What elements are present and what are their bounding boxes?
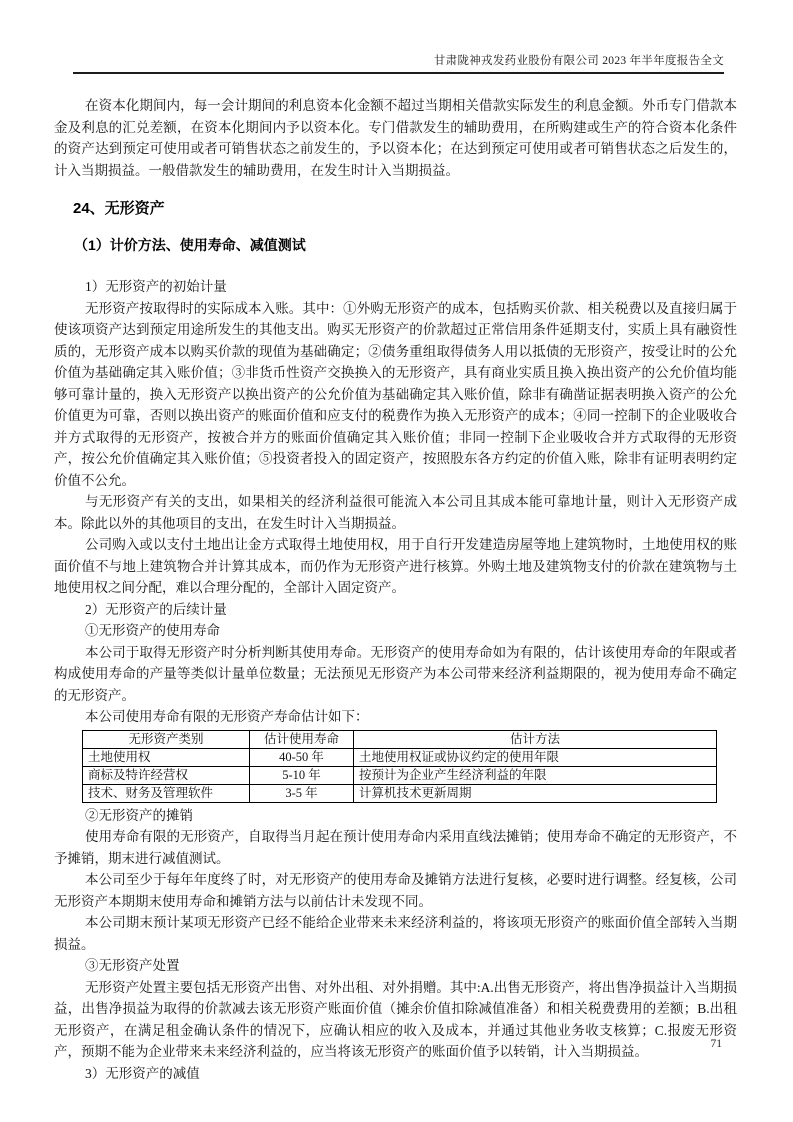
paragraph-useful-life-body: 本公司于取得无形资产时分析判断其使用寿命。无形资产的使用寿命如为有限的，估计该使用寿命的年限或者构成使用寿命的产量等类似计量单位数量；无法预见无形资产为本公司带来经济利益期限的，视为使用寿命不确定的无形资产。 <box>54 644 737 703</box>
table-cell-method: 计算机技术更新周期 <box>354 784 717 802</box>
paragraph-disposal-body: 无形资产处置主要包括无形资产出售、对外出租、对外捐赠。其中:A.出售无形资产，将出售净损益计入当期损益，出售净损益为取得的价款减去该无形资产账面价值（摊余价值扣除减值准备）和相关税费费用的差额；B.出租无形资产，在满足租金确认条件的情况下，应确认相应的收入及成本，并通过其他业务收支核算；C.报废无形资产，预期不能为企业带来未来经济利益的，应当将该无形资产的账面价值予以转销，计入当期损益。 <box>54 979 737 1059</box>
paragraph-disposal-title: ③无形资产处置 <box>85 958 180 973</box>
table-cell-category: 商标及特许经营权 <box>83 766 250 784</box>
section-heading-intangible-assets: 24、无形资产 <box>73 200 165 217</box>
paragraph-related-expenditure: 与无形资产有关的支出，如果相关的经济利益很可能流入本公司且其成本能可靠地计量，则计入无形资产成本。除此以外的其他项目的支出，在发生时计入当期损益。 <box>54 494 737 531</box>
table-header-estimation-method: 估计方法 <box>354 730 717 748</box>
table-row <box>83 784 717 802</box>
header-title: 甘肃陇神戎发药业股份有限公司 2023 年半年度报告全文 <box>433 55 724 67</box>
table-row <box>83 766 717 784</box>
paragraph-land-use-right: 公司购入或以支付土地出让金方式取得土地使用权，用于自行开发建造房屋等地上建筑物时，土地使用权的账面价值不与地上建筑物合并计算其成本，而仍作为无形资产进行核算。外购土地及建筑物支付的价款在建筑物与土地使用权之间分配，难以合理分配的，全部计入固定资产。 <box>54 537 737 595</box>
paragraph-initial-measurement-title: 1）无形资产的初始计量 <box>85 279 227 294</box>
table-row <box>83 748 717 766</box>
table-header-estimated-life: 估计使用寿命 <box>250 730 354 748</box>
table-cell-life: 3-5 年 <box>250 784 354 802</box>
table-cell-category: 技术、财务及管理软件 <box>83 784 250 802</box>
useful-life-table <box>82 730 717 803</box>
document-body <box>54 95 737 1084</box>
paragraph-subsequent-measurement-title: 2）无形资产的后续计量 <box>85 601 227 617</box>
paragraph-impairment-title: 3）无形资产的减值 <box>85 1065 200 1081</box>
paragraph-initial-measurement-body: 无形资产按取得时的实际成本入账。其中：①外购无形资产的成本，包括购买价款、相关税费以及直接归属于使该项资产达到预定用途所发生的其他支出。购买无形资产的价款超过正常信用条件延期支付，实质上具有融资性质的，无形资产成本以购买价款的现值为基础确定；②债务重组取得债务人用以抵债的无形资产，按受让时的公允价值为基础确定其入账价值；③非货币性资产交换换入的无形资产，具有商业实质且换入换出资产的公允价值均能够可靠计量的，换入无形资产以换出资产的公允价值为基础确定其入账价值，除非有确凿证据表明换入资产的公允价值更为可靠，否则以换出资产的账面价值和应支付的税费作为换入无形资产的成本；④同一控制下的企业吸收合并方式取得的无形资产，按被合并方的账面价值确定其入账价值；非同一控制下企业吸收合并方式取得的无形资产，按公允价值确定其入账价值；⑤投资者投入的固定资产，按照股东各方约定的价值入账，除非有证明表明约定价值不公允。 <box>54 300 737 488</box>
table-cell-category: 土地使用权 <box>83 748 250 766</box>
table-header-row <box>83 730 717 748</box>
paragraph-amortization-body-3: 本公司期末预计某项无形资产已经不能给企业带来未来经济利益的，将该项无形资产的账面价值全部转入当期损益。 <box>54 915 737 952</box>
page-header <box>73 54 724 74</box>
paragraph-amortization-body-2: 本公司至少于每年年度终了时，对无形资产的使用寿命及摊销方法进行复核，必要时进行调整。经复核，公司无形资产本期期末使用寿命和摊销方法与以前估计未发现不同。 <box>54 872 737 909</box>
page-number: 71 <box>710 1038 722 1050</box>
table-cell-method: 按预计为企业产生经济利益的年限 <box>354 766 717 784</box>
paragraph-table-intro: 本公司使用寿命有限的无形资产寿命估计如下： <box>85 709 369 724</box>
table-cell-life: 40-50 年 <box>250 748 354 766</box>
paragraph-useful-life-title: ①无形资产的使用寿命 <box>85 623 221 638</box>
paragraph-capitalization: 在资本化期间内，每一会计期间的利息资本化金额不超过当期相关借款实际发生的利息金额。外币专门借款本金及利息的汇兑差额，在资本化期间内予以资本化。专门借款发生的辅助费用，在所购建或生产的符合资本化条件的资产达到预定可使用或者可销售状态之前发生的，予以资本化；在达到预定可使用或者可销售状态之后发生的，计入当期损益。一般借款发生的辅助费用，在发生时计入当期损益。 <box>54 98 737 178</box>
paragraph-amortization-title: ②无形资产的摊销 <box>85 807 194 823</box>
subsection-heading-valuation: （1）计价方法、使用寿命、减值测试 <box>74 237 306 253</box>
table-header-category: 无形资产类别 <box>83 730 250 748</box>
table-cell-method: 土地使用权证或协议约定的使用年限 <box>354 748 717 766</box>
table-cell-life: 5-10 年 <box>250 766 354 784</box>
paragraph-amortization-body-1: 使用寿命有限的无形资产，自取得当月起在预计使用寿命内采用直线法摊销；使用寿命不确定的无形资产，不予摊销，期末进行减值测试。 <box>54 829 737 866</box>
